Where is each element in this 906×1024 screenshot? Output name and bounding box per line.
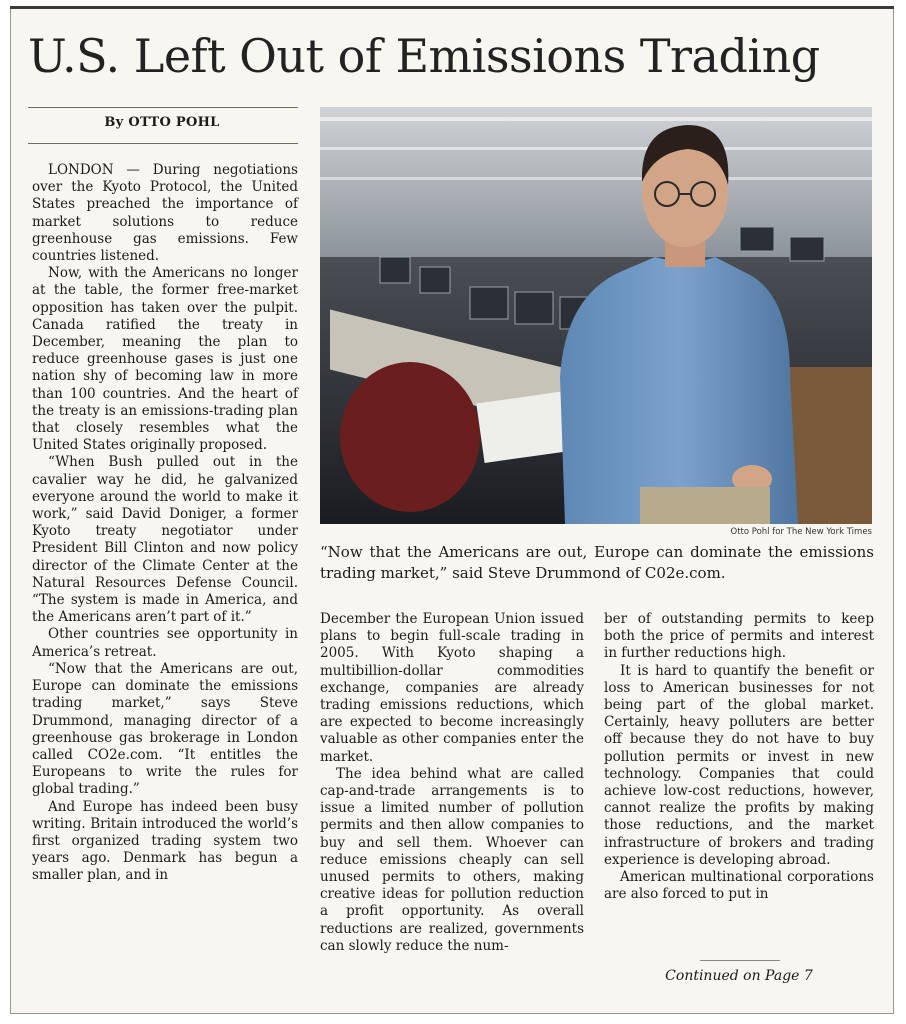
headline: U.S. Left Out of Emissions Trading <box>28 29 820 83</box>
paragraph: “Now that the Americans are out, Europe can dominate the emissions trading market,” says Steve Drummond, managing director of a greenhouse gas brokerage in London called CO2e.com. “It entitles the Europeans to write the rules for global trading.” <box>32 660 298 798</box>
paragraph: And Europe has indeed been busy writing. Britain introduced the world’s first organized trading system two years ago. Denmark has begun a smaller plan, and in <box>32 798 298 884</box>
paragraph: “When Bush pulled out in the cavalier way he did, he galvanized everyone around the world to make it work,” said David Doniger, a former Kyoto treaty negotiator under President Bill Clinton and now policy director of the Climate Center at the Natural Resources Defense Council. “The system is made in America, and the Americans aren’t part of it.” <box>32 454 298 626</box>
byline-rule-top <box>28 107 298 108</box>
photo-caption: “Now that the Americans are out, Europe can dominate the emissions trading market,” said Steve Drummond of C02e.com. <box>320 543 874 582</box>
article-column-3 <box>604 611 874 903</box>
computer-monitor <box>380 257 410 283</box>
photo-credit: Otto Pohl for The New York Times <box>730 527 872 537</box>
paragraph: ber of outstanding permits to keep both the price of permits and interest in further reductions high. <box>604 611 874 662</box>
office-ceiling <box>320 107 872 257</box>
byline: By OTTO POHL <box>104 115 220 130</box>
paragraph: Now, with the Americans no longer at the table, the former free-market opposition has taken over the pulpit. Canada ratified the treaty in December, meaning the plan to reduce greenhouse gases is just one nation shy of becoming law in more than 100 countries. And the heart of the treaty is an emissions-trading plan that closely resembles what the United States originally proposed. <box>32 265 298 454</box>
computer-monitor <box>790 237 824 261</box>
computer-monitor <box>470 287 508 319</box>
article-column-2 <box>320 611 584 955</box>
paragraph: LONDON — During negotiations over the Kyoto Protocol, the United States preached the importance of market solutions to reduce greenhouse gas emissions. Few countries listened. <box>32 162 298 265</box>
computer-monitor <box>420 267 450 293</box>
desk-papers <box>476 391 573 463</box>
paragraph: December the European Union issued plans to begin full-scale trading in 2005. With Kyoto shaping a multibillion-dollar commodities exchange, companies are already trading emissions reductions, which are expected to become increasingly valuable as other companies enter the market. <box>320 611 584 765</box>
paragraph: Other countries see opportunity in America’s retreat. <box>32 626 298 660</box>
byline-rule-bottom <box>28 143 298 144</box>
paragraph: It is hard to quantify the benefit or loss to American businesses for not being part of the global market. Certainly, heavy polluters are better off because they do not have to buy pollution permits or invest in new technology. Companies that could achieve low-cost reductions, however, cannot realize the profits by making those reductions, and the market infrastructure of brokers and trading experience is developing abroad. <box>604 662 874 868</box>
continued-rule <box>700 960 780 961</box>
computer-monitor <box>515 292 553 324</box>
office-chair <box>340 362 480 512</box>
computer-monitor <box>740 227 774 251</box>
continued-jump-line: Continued on Page 7 <box>665 968 813 984</box>
top-border-rule <box>10 6 894 9</box>
paragraph: American multinational corporations are also forced to put in <box>604 869 874 903</box>
paragraph: The idea behind what are called cap-and-trade arrangements is to issue a limited number of pollution permits and then allow companies to buy and sell them. Whoever can reduce emissions cheaply can sell unused permits to others, making creative ideas for pollution reduction a profit opportunity. As overall reductions are realized, governments can slowly reduce the num- <box>320 765 584 954</box>
article-column-1 <box>32 162 298 885</box>
article-photo <box>320 107 872 524</box>
man-trousers <box>640 487 770 524</box>
